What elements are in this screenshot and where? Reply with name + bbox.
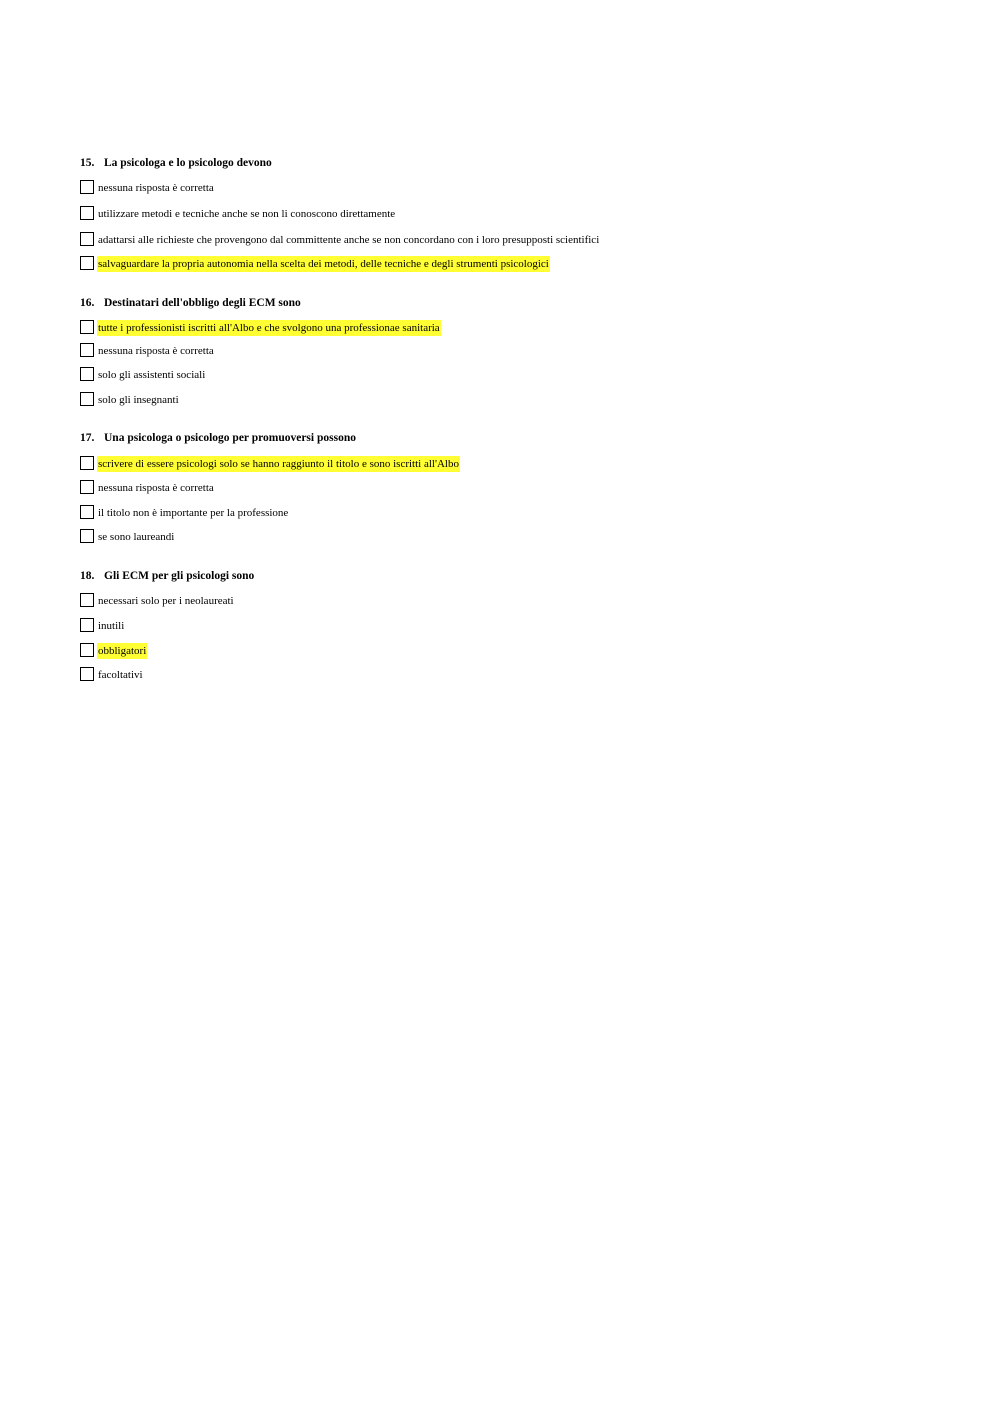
- option-label: nessuna risposta è corretta: [98, 345, 214, 357]
- option-label: il titolo non è importante per la professione: [98, 507, 289, 519]
- checkbox[interactable]: [80, 232, 94, 246]
- option-label-highlighted: tutte i professionisti iscritti all'Albo e che svolgono una professionae sanitaria: [98, 322, 440, 334]
- option-label: adattarsi alle richieste che provengono dal committente anche se non concordano con i loro presupposti scientifici: [98, 234, 600, 246]
- question-title: [80, 295, 960, 311]
- checkbox[interactable]: [80, 505, 94, 519]
- question-15: [80, 155, 960, 270]
- checkbox[interactable]: [80, 456, 94, 470]
- option-label-highlighted: scrivere di essere psicologi solo se hanno raggiunto il titolo e sono iscritti all'Albo: [98, 458, 459, 470]
- option-label: se sono laureandi: [98, 531, 175, 543]
- question-number: 18.: [80, 570, 95, 582]
- checkbox[interactable]: [80, 343, 94, 357]
- checkbox[interactable]: [80, 180, 94, 194]
- question-text: La psicologa e lo psicologo devono: [104, 157, 272, 169]
- checkbox[interactable]: [80, 367, 94, 381]
- option-label-highlighted: salvaguardare la propria autonomia nella scelta dei metodi, delle tecniche e degli strumenti psicologici: [98, 258, 549, 270]
- question-title: [80, 568, 960, 584]
- question-number: 16.: [80, 297, 95, 309]
- checkbox[interactable]: [80, 480, 94, 494]
- question-number: 15.: [80, 157, 95, 169]
- option-label: solo gli assistenti sociali: [98, 369, 206, 381]
- question-16: [80, 295, 960, 406]
- question-number: 17.: [80, 432, 95, 444]
- question-text: Gli ECM per gli psicologi sono: [104, 570, 255, 582]
- question-text: Una psicologa o psicologo per promuoversi possono: [104, 432, 356, 444]
- question-title: [80, 155, 960, 171]
- question-title: [80, 430, 960, 446]
- checkbox[interactable]: [80, 256, 94, 270]
- checkbox[interactable]: [80, 643, 94, 657]
- option-label: solo gli insegnanti: [98, 394, 179, 406]
- option-label: facoltativi: [98, 669, 143, 681]
- question-text: Destinatari dell'obbligo degli ECM sono: [104, 297, 301, 309]
- question-18: [80, 568, 960, 681]
- option-label: nessuna risposta è corretta: [98, 482, 214, 494]
- checkbox[interactable]: [80, 618, 94, 632]
- checkbox[interactable]: [80, 529, 94, 543]
- checkbox[interactable]: [80, 593, 94, 607]
- question-17: [80, 430, 960, 543]
- option-label: nessuna risposta è corretta: [98, 182, 214, 194]
- option-label: necessari solo per i neolaureati: [98, 595, 234, 607]
- checkbox[interactable]: [80, 392, 94, 406]
- checkbox[interactable]: [80, 320, 94, 334]
- option-label: utilizzare metodi e tecniche anche se non li conoscono direttamente: [98, 208, 396, 220]
- checkbox[interactable]: [80, 667, 94, 681]
- option-label-highlighted: obbligatori: [98, 645, 147, 657]
- option-label: inutili: [98, 620, 125, 632]
- checkbox[interactable]: [80, 206, 94, 220]
